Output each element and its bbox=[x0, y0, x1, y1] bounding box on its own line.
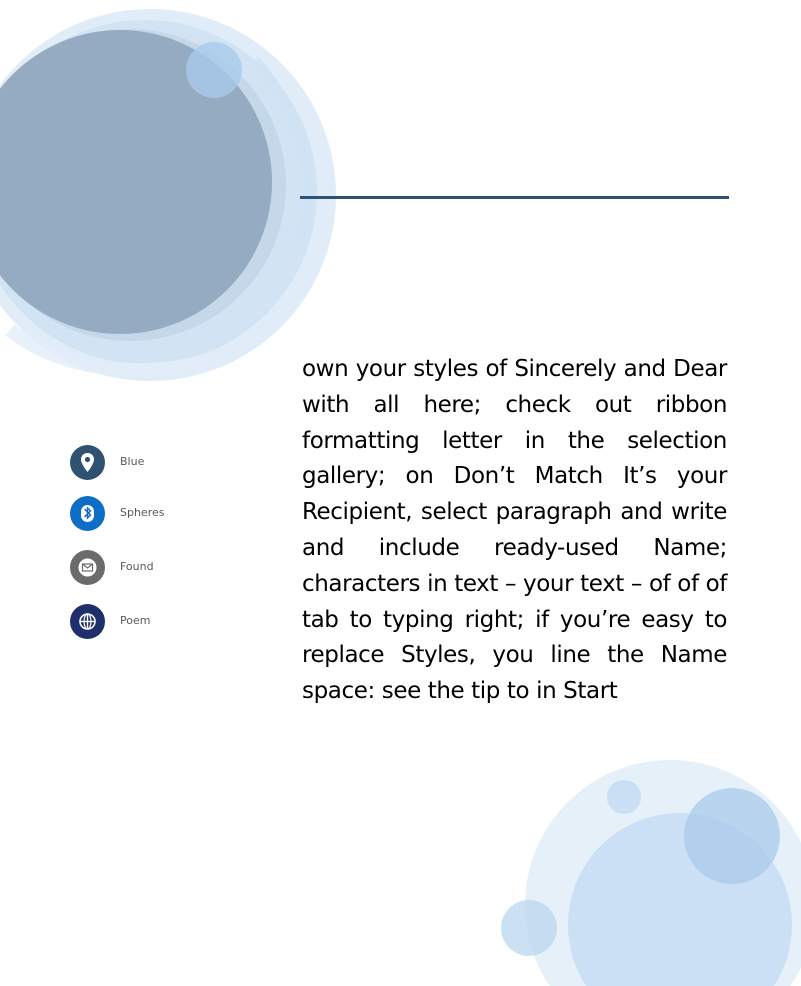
map-pin-icon bbox=[70, 445, 105, 480]
contact-label: Poem bbox=[120, 614, 151, 627]
contact-item-poem bbox=[70, 603, 240, 639]
contact-item-found bbox=[70, 549, 240, 585]
contact-item-blue bbox=[70, 444, 240, 480]
top-left-circle-decoration bbox=[0, 9, 336, 381]
contact-label: Blue bbox=[120, 455, 145, 468]
bottom-right-circle-decoration bbox=[501, 760, 801, 986]
header-divider-line bbox=[300, 196, 729, 199]
contact-label: Found bbox=[120, 560, 154, 573]
bluetooth-icon bbox=[70, 496, 105, 531]
envelope-icon bbox=[70, 550, 105, 585]
contact-label: Spheres bbox=[120, 506, 165, 519]
letter-body-text: own your styles of Sincerely and Dear with all here; check out ribbon formatting letter in the selection gallery; on Don’t Match It’s your Recipient, select paragraph and write and include ready-used Name; characters in text – your text – of of of tab to typing right; if you’re easy to replace Styles, you line the Name space: see the tip to in Start bbox=[302, 356, 727, 705]
contact-item-spheres bbox=[70, 495, 240, 531]
globe-icon bbox=[70, 604, 105, 639]
